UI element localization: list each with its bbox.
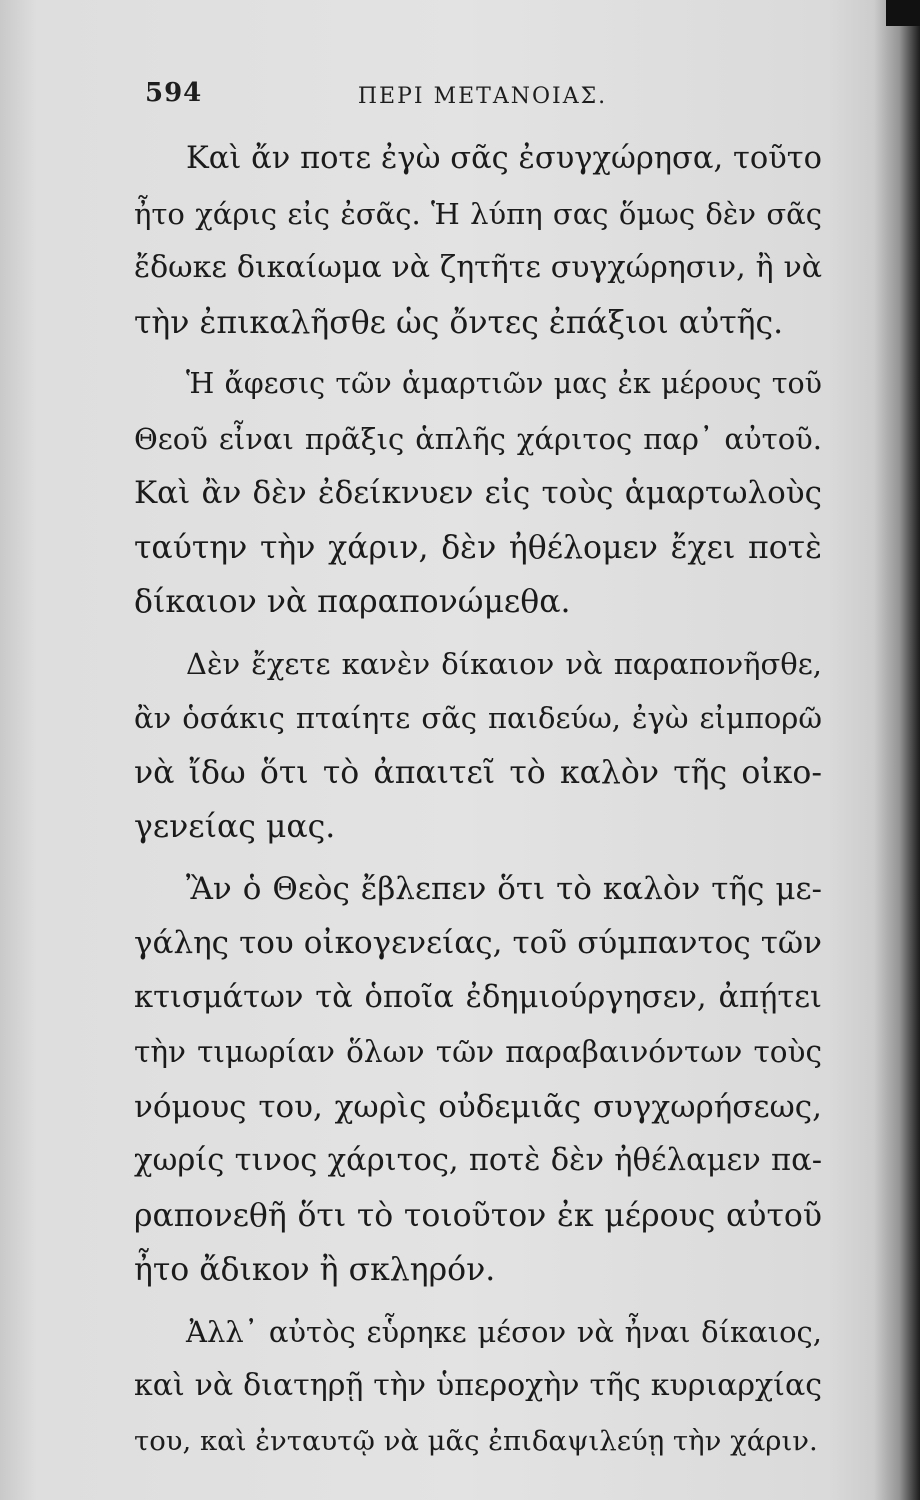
paragraph	[134, 357, 822, 630]
text-line: καὶ νὰ διατηρῇ τὴν ὑπεροχὴν τῆς κυριαρχίας	[134, 1368, 822, 1403]
text-line: του, καὶ ἐνταυτῷ νὰ μᾶς ἐπιδαψιλεύῃ τὴν χάριν.	[134, 1424, 818, 1457]
text-line: νὰ ἴδω ὅτι τὸ ἀπαιτεῖ τὸ καλὸν τῆς οἰκο-	[134, 754, 822, 791]
text-line: ταύτην τὴν χάριν, δὲν ἠθέλομεν ἔχει ποτὲ	[134, 529, 822, 566]
running-header	[145, 78, 820, 118]
text-line: Ἀλλ᾽ αὐτὸς εὗρηκε μέσον νὰ ἦναι δίκαιος,	[186, 1314, 822, 1349]
text-line: Θεοῦ εἶναι πρᾶξις ἁπλῆς χάριτος παρ᾽ αὐτοῦ.	[134, 421, 822, 456]
text-line: ἔδωκε δικαίωμα νὰ ζητῆτε συγχώρησιν, ἢ νὰ	[134, 250, 822, 285]
text-line: Ἂν ὁ Θεὸς ἔβλεπεν ὅτι τὸ καλὸν τῆς με-	[186, 870, 822, 907]
paragraph	[134, 637, 822, 855]
main-text	[134, 132, 822, 1475]
text-line: νόμους του, χωρὶς οὐδεμιᾶς συγχωρήσεως,	[134, 1088, 822, 1125]
text-line: κτισμάτων τὰ ὁποῖα ἐδημιούργησεν, ἀπῄτει	[134, 979, 822, 1015]
text-line: Ἡ ἄφεσις τῶν ἁμαρτιῶν μας ἐκ μέρους τοῦ	[186, 367, 822, 400]
paragraph	[134, 862, 822, 1298]
text-line: Καὶ ἂν δὲν ἐδείκνυεν εἰς τοὺς ἁμαρτωλοὺς	[134, 475, 822, 511]
text-line: ἂν ὁσάκις πταίητε σᾶς παιδεύω, ἐγὼ εἰμπορῶ	[134, 701, 822, 735]
text-line: γάλης του οἰκογενείας, τοῦ σύμπαντος τῶν	[134, 925, 822, 961]
page-number: 594	[145, 78, 203, 108]
text-line: ραπονεθῆ ὅτι τὸ τοιοῦτον ἐκ μέρους αὐτοῦ	[134, 1197, 822, 1234]
paragraph	[134, 1305, 822, 1469]
text-line: Δὲν ἔχετε κανὲν δίκαιον νὰ παραπονῆσθε,	[186, 646, 822, 681]
running-title: ΠΕΡΙ ΜΕΤΑΝΟΙΑΣ.	[357, 84, 608, 109]
text-line: Καὶ ἄν ποτε ἐγὼ σᾶς ἐσυγχώρησα, τοῦτο	[186, 141, 822, 176]
text-line: ἦτο χάρις εἰς ἐσᾶς. Ἡ λύπη σας ὅμως δὲν σᾶς	[134, 196, 822, 231]
text-line: τὴν ἐπικαλῆσθε ὡς ὄντες ἐπάξιοι αὐτῆς.	[134, 304, 784, 341]
text-line: ἦτο ἄδικον ἢ σκληρόν.	[134, 1252, 496, 1288]
text-line: γενείας μας.	[134, 809, 336, 845]
paragraph	[134, 132, 822, 350]
text-line: τὴν τιμωρίαν ὅλων τῶν παραβαινόντων τοὺς	[134, 1035, 822, 1069]
text-line: χωρίς τινος χάριτος, ποτὲ δὲν ἠθέλαμεν πα-	[134, 1143, 822, 1178]
text-line: δίκαιον νὰ παραπονώμεθα.	[134, 584, 571, 620]
page-corner-dark	[886, 0, 920, 26]
book-spine-shadow	[874, 0, 920, 1500]
